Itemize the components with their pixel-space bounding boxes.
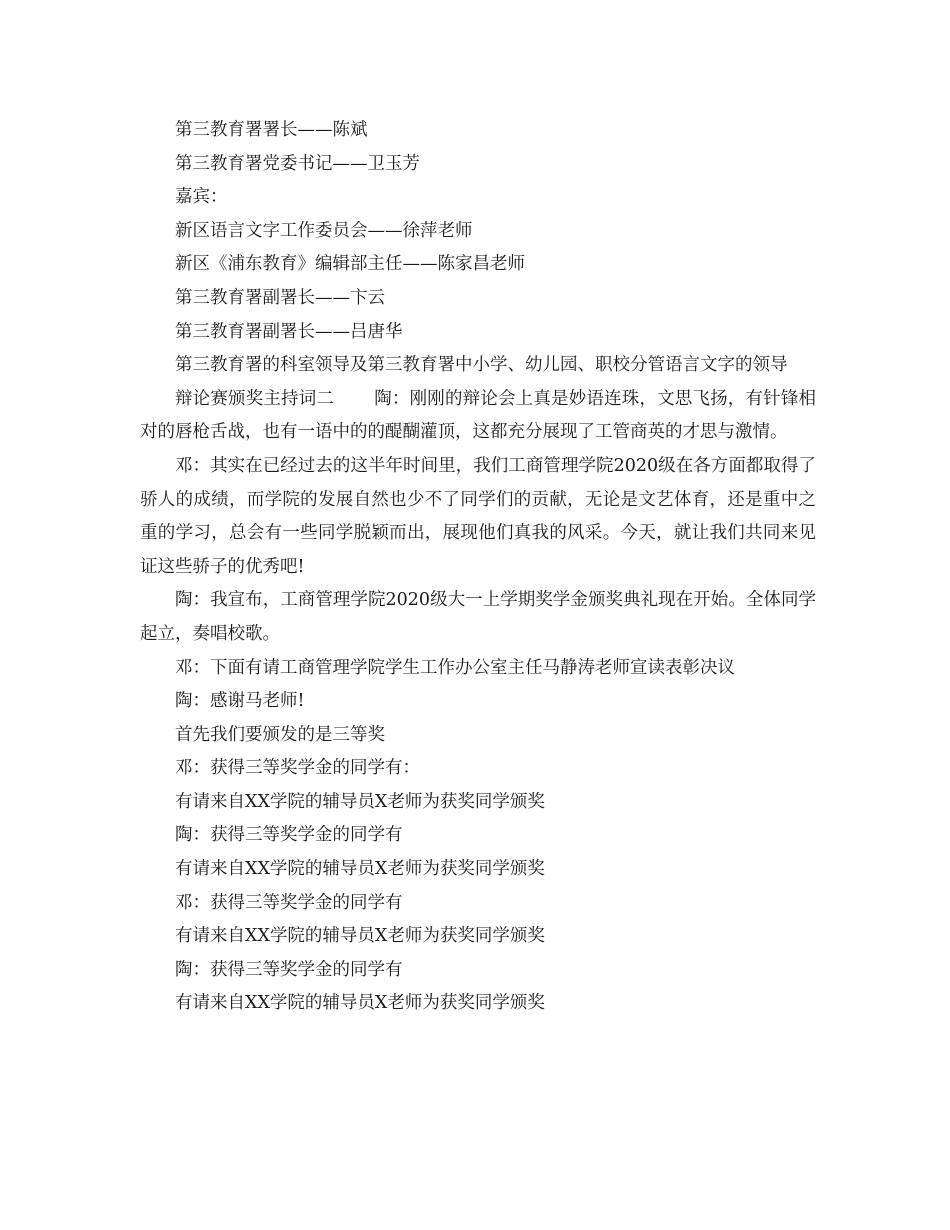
paragraph: 陶：感谢马老师!: [175, 691, 305, 712]
section-first-speech: 陶：刚刚的辩论会上真是妙语连珠，文思飞扬，有针锋相对的唇枪舌战，也有一语中的的醍醐灌顶，这都充分展现了工管商英的才思与激情。: [140, 388, 817, 443]
paragraph: 首先我们要颁发的是三等奖: [175, 724, 385, 745]
paragraph: 第三教育署副署长——卞云: [175, 287, 385, 308]
paragraph: 第三教育署党委书记——卫玉芳: [175, 153, 420, 174]
section-title: 辩论赛颁奖主持词二: [175, 388, 335, 409]
section-paragraph: [140, 383, 816, 450]
paragraph: 有请来自XX学院的辅导员X老师为获奖同学颁奖: [175, 926, 545, 947]
paragraph: 第三教育署署长——陈斌: [175, 120, 368, 140]
paragraph: 有请来自XX学院的辅导员X老师为获奖同学颁奖: [175, 859, 545, 880]
paragraph: 第三教育署副署长——吕唐华: [175, 321, 403, 342]
paragraph: 新区《浦东教育》编辑部主任——陈家昌老师: [175, 254, 525, 275]
paragraph: 邓：获得三等奖学金的同学有: [175, 892, 403, 913]
paragraph: 陶：获得三等奖学金的同学有: [175, 825, 403, 846]
paragraph: 邓：下面有请工商管理学院学生工作办公室主任马静涛老师宣读表彰决议: [175, 657, 735, 678]
paragraph: 邓：其实在已经过去的这半年时间里，我们工商管理学院2020级在各方面都取得了骄人的成绩，而学院的发展自然也少不了同学们的贡献，无论是文艺体育，还是重中之重的学习，总会有一些同学脱颖而出，展现他们真我的风采。今天，就让我们共同来见证这些骄子的优秀吧!: [140, 455, 816, 577]
paragraph: 第三教育署的科室领导及第三教育署中小学、幼儿园、职校分管语言文字的领导: [175, 355, 788, 376]
paragraph: 有请来自XX学院的辅导员X老师为获奖同学颁奖: [175, 791, 545, 812]
paragraph: 陶：我宣布，工商管理学院2020级大一上学期奖学金颁奖典礼现在开始。全体同学起立，奏唱校歌。: [140, 590, 816, 644]
paragraph: 邓：获得三等奖学金的同学有：: [175, 758, 420, 779]
document-body: [140, 114, 816, 1021]
paragraph: 陶：获得三等奖学金的同学有: [175, 959, 403, 980]
paragraph: 嘉宾：: [175, 187, 228, 208]
paragraph: 有请来自XX学院的辅导员X老师为获奖同学颁奖: [175, 993, 545, 1014]
paragraph: 新区语言文字工作委员会——徐萍老师: [175, 220, 473, 241]
